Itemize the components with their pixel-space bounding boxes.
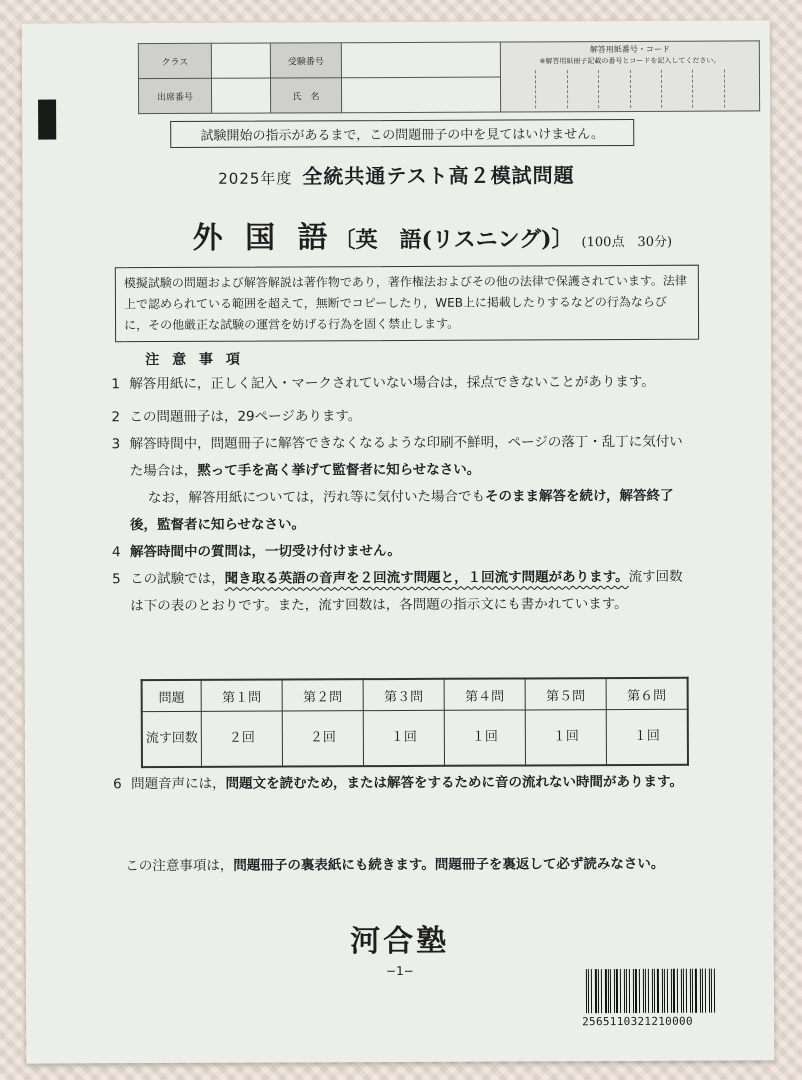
class-label: クラス (138, 43, 211, 78)
notice-item-6-block (113, 769, 693, 799)
exam-title (22, 158, 770, 190)
answer-sheet-code-box (500, 41, 759, 112)
table-head-label: 問題 (142, 680, 202, 712)
play-count-table (141, 677, 689, 768)
subject-sub: 〔英 語(リスニング)〕 (333, 226, 574, 254)
exam-booklet-cover (22, 20, 775, 1063)
subject-meta: (100点 30分) (581, 234, 673, 251)
continuation-note: この注意事項は，問題冊子の裏表紙にも続きます。問題冊子を裏返して必ず読みなさい。 (125, 855, 665, 875)
table-cell: １回 (525, 710, 606, 766)
examinee-info-grid (138, 40, 760, 114)
barcode (586, 969, 718, 1014)
table-cell: ２回 (282, 711, 363, 767)
table-cell: １回 (606, 709, 688, 765)
notice-item-4: 4 解答時間中の質問は，一切受け付けません。 (112, 542, 401, 561)
table-col: 第６問 (606, 678, 688, 710)
notice-item-1: 1 解答用紙に，正しく記入・マークされていない場合は，採点できないことがあります。 (111, 373, 655, 393)
publisher-logo: 河合塾 (350, 923, 450, 960)
exam-year: 2025年度 (218, 169, 293, 188)
seat-number-field (211, 78, 270, 113)
table-cell: ２回 (201, 711, 282, 767)
class-field (211, 43, 270, 78)
table-cell: １回 (363, 710, 444, 766)
table-row-label: 流す回数 (142, 711, 202, 767)
subject-heading (193, 211, 673, 257)
table-col: 第４問 (444, 678, 525, 710)
table-cell: １回 (444, 710, 525, 766)
table-col: 第１問 (201, 680, 282, 712)
registration-mark (38, 99, 56, 139)
seat-number-label: 出席番号 (138, 78, 211, 113)
code-title: 解答用紙番号・コード (589, 44, 670, 55)
code-cells (505, 69, 755, 108)
copyright-notice: 模擬試験の問題および解答解説は著作物であり，著作権法およびその他の法律で保護されています。法律上で認められている範囲を超えて，無断でコピーしたり，WEB上に掲載したりするなどの行為ならびに，その他厳正な試験の運営を妨げる行為を固く禁止します。 (115, 265, 699, 343)
notice-heading: 注 意 事 項 (145, 351, 244, 369)
table-col: 第３問 (363, 679, 444, 711)
table-col: 第５問 (525, 678, 606, 710)
name-label: 氏 名 (270, 78, 341, 113)
name-field (341, 77, 500, 113)
table-col: 第２問 (282, 679, 363, 711)
notice-item-3: 3 解答時間中，問題冊子に解答できなくなるような印刷不鮮明，ページの落丁・乱丁に気付いた場合は，黙って手を高く挙げて監督者に知らせなさい。 (111, 433, 683, 480)
barcode-number: 2565110321210000 (582, 1014, 693, 1029)
notice-item-5: 5 この試験では，聞き取る英語の音声を２回流す問題と，１回流す問題があります。流す回数は下の表のとおりです。また，流す回数は，各問題の指示文にも書かれています。 (112, 568, 683, 615)
do-not-open-warning: 試験開始の指示があるまで，この問題冊子の中を見てはいけません。 (170, 119, 634, 148)
subject-name: 外 国 語 (192, 220, 334, 256)
notice-item-6: 6 問題音声には，問題文を読むため，または解答をするために音の流れない時間があります。 (113, 773, 683, 793)
notice-item-2: 2 この問題冊子は，29ページあります。 (111, 408, 362, 426)
exam-number-field (341, 42, 500, 78)
exam-name: 全統共通テスト高２模試問題 (302, 163, 575, 189)
page-number: −1− (385, 963, 414, 979)
code-note: ※解答用紙冊子記載の番号とコードを記入してください。 (539, 56, 721, 66)
notice-item-3-note: なお，解答用紙については，汚れ等に気付いた場合でもそのまま解答を続け，解答終了後，監督者に知らせなさい。 (129, 487, 674, 534)
exam-number-label: 受験番号 (270, 43, 341, 78)
notice-items (111, 369, 692, 621)
